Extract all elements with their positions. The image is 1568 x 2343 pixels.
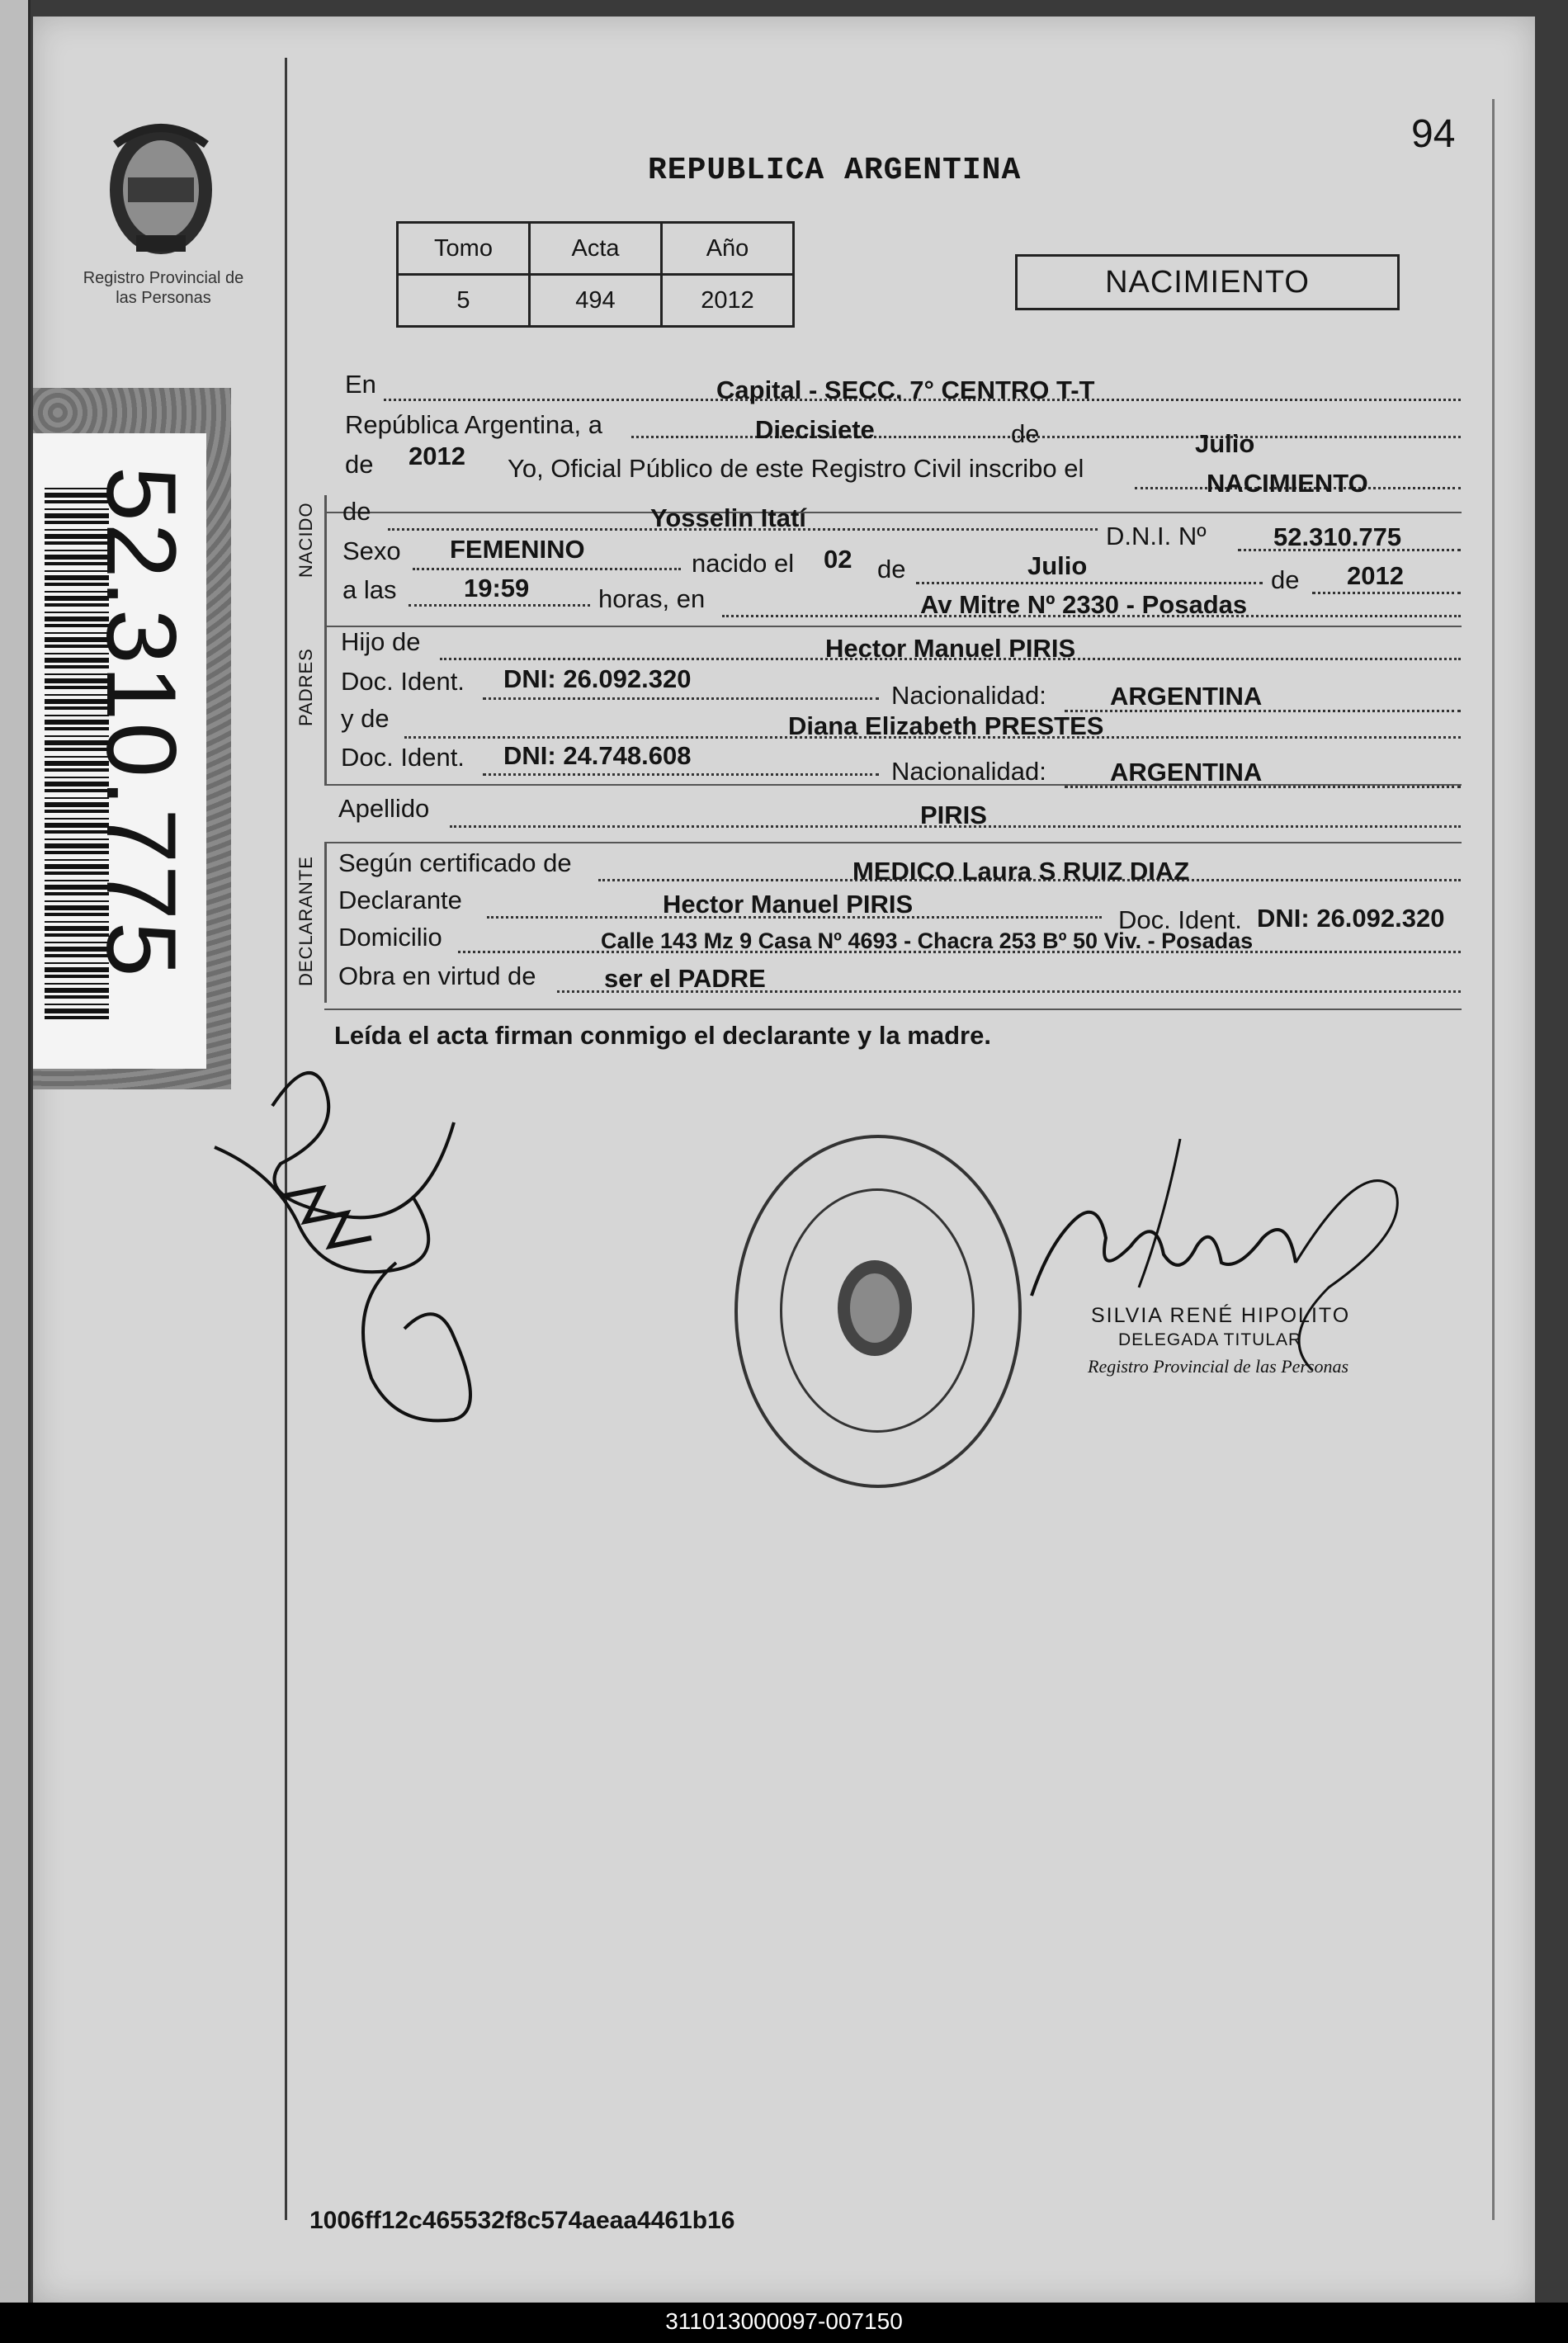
barcode-number: 52.310.775 — [86, 466, 196, 979]
year-value: 2012 — [409, 442, 465, 470]
footer-code: 311013000097-007150 — [665, 2308, 903, 2334]
separator — [324, 626, 1462, 627]
dotted-line — [916, 582, 1263, 584]
declarant-signature-icon — [206, 1032, 553, 1494]
en-label: En — [345, 370, 376, 399]
mother-nationality-value: ARGENTINA — [1110, 758, 1263, 787]
seal-emblem-icon — [829, 1254, 920, 1362]
dotted-line — [413, 568, 681, 570]
side-label-padres: PADRES — [295, 648, 316, 726]
nacionalidad-label: Nacionalidad: — [891, 681, 1046, 710]
page-edge — [0, 0, 31, 2343]
section-bar-padres — [324, 627, 327, 784]
dni-label: D.N.I. Nº — [1106, 522, 1207, 550]
closing-text: Leída el acta firman conmigo el declarante y la madre. — [334, 1021, 991, 1050]
registry-logo-text: Registro Provincial de las Personas — [83, 269, 244, 307]
birth-de-label: de — [877, 555, 906, 583]
section-bar-nacido — [324, 495, 327, 627]
de-label: de — [1011, 419, 1040, 448]
act-type-box: NACIMIENTO — [1015, 254, 1400, 310]
birth-day-value: 02 — [824, 545, 852, 574]
document-hash: 1006ff12c465532f8c574aeaa4461b16 — [309, 2207, 735, 2234]
dni-value: 52.310.775 — [1273, 522, 1402, 551]
tomo-acta-anio-table — [396, 221, 795, 328]
page-number: 94 — [1411, 112, 1456, 156]
father-nationality-value: ARGENTINA — [1110, 682, 1263, 711]
official-name: SILVIA RENÉ HIPOLITO — [1091, 1304, 1351, 1327]
birth-place-value: Av Mitre Nº 2330 - Posadas — [920, 590, 1248, 619]
mother-name-value: Diana Elizabeth PRESTES — [788, 711, 1104, 740]
sexo-label: Sexo — [342, 536, 401, 565]
dotted-line — [409, 604, 590, 607]
apellido-value: PIRIS — [920, 801, 987, 829]
anio-header: Año — [662, 223, 794, 275]
side-label-nacido: NACIDO — [295, 502, 316, 578]
acta-value: 494 — [530, 275, 662, 327]
apellido-label: Apellido — [338, 794, 430, 823]
dotted-line — [483, 697, 879, 700]
declarante-value: Hector Manuel PIRIS — [663, 890, 914, 919]
certificado-value: MEDICO Laura S RUIZ DIAZ — [852, 857, 1190, 886]
domicilio-label: Domicilio — [338, 923, 442, 952]
doc-ident-label: Doc. Ident. — [341, 667, 465, 696]
birth-year-value: 2012 — [1347, 561, 1404, 590]
decl-doc-value: DNI: 26.092.320 — [1257, 904, 1445, 933]
barcode-label — [33, 433, 206, 1069]
decl-doc-label: Doc. Ident. — [1118, 905, 1242, 934]
section-bar-declarante — [324, 842, 327, 1003]
horas-label: horas, en — [598, 584, 706, 613]
mother-doc-value: DNI: 24.748.608 — [503, 741, 692, 770]
separator — [324, 842, 1462, 843]
republica-label: República Argentina, a — [345, 410, 602, 439]
acta-header: Acta — [530, 223, 662, 275]
anio-value: 2012 — [662, 275, 794, 327]
tomo-header: Tomo — [398, 223, 530, 275]
barcode-sticker — [33, 388, 231, 1089]
declarante-label: Declarante — [338, 886, 462, 914]
doc-ident-label-mother: Doc. Ident. — [341, 743, 465, 772]
month-value: Julio — [1195, 429, 1255, 458]
dotted-line — [1312, 592, 1461, 594]
obra-value: ser el PADRE — [604, 964, 766, 993]
side-label-declarante: DECLARANTE — [295, 856, 316, 986]
nacido-el-label: nacido el — [692, 549, 795, 578]
birth-de2-label: de — [1271, 565, 1300, 594]
official-title: DELEGADA TITULAR — [1118, 1330, 1302, 1349]
nacido-de-label: de — [342, 497, 371, 526]
separator — [324, 1009, 1462, 1010]
a-las-label: a las — [342, 575, 397, 604]
day-value: Diecisiete — [755, 415, 875, 444]
official-org: Registro Provincial de las Personas — [1088, 1356, 1349, 1377]
birth-month-value: Julio — [1027, 551, 1088, 580]
father-doc-value: DNI: 26.092.320 — [503, 664, 692, 693]
dotted-line — [483, 773, 879, 776]
tomo-value: 5 — [398, 275, 530, 327]
coat-of-arms-icon — [91, 111, 231, 264]
right-margin-line — [1492, 99, 1495, 2220]
hijo-de-label: Hijo de — [341, 627, 421, 656]
sexo-value: FEMENINO — [450, 535, 585, 564]
inscribo-value: NACIMIENTO — [1207, 469, 1368, 498]
time-value: 19:59 — [464, 574, 530, 602]
place-registry-value: Capital - SECC. 7° CENTRO T-T — [716, 376, 1095, 404]
document-title: REPUBLICA ARGENTINA — [648, 153, 1022, 188]
obra-label: Obra en virtud de — [338, 961, 536, 990]
year-prefix-label: de — [345, 450, 374, 479]
father-name-value: Hector Manuel PIRIS — [825, 634, 1076, 663]
nacionalidad-label-mother: Nacionalidad: — [891, 757, 1046, 786]
child-name-value: Yosselin Itatí — [650, 503, 806, 532]
domicilio-value: Calle 143 Mz 9 Casa Nº 4693 - Chacra 253 Bº 50 Viv. - Posadas — [601, 928, 1254, 953]
oficial-text: Yo, Oficial Público de este Registro Civil inscribo el — [508, 454, 1084, 483]
separator — [324, 512, 1462, 513]
y-de-label: y de — [341, 704, 390, 733]
segun-label: Según certificado de — [338, 848, 572, 877]
